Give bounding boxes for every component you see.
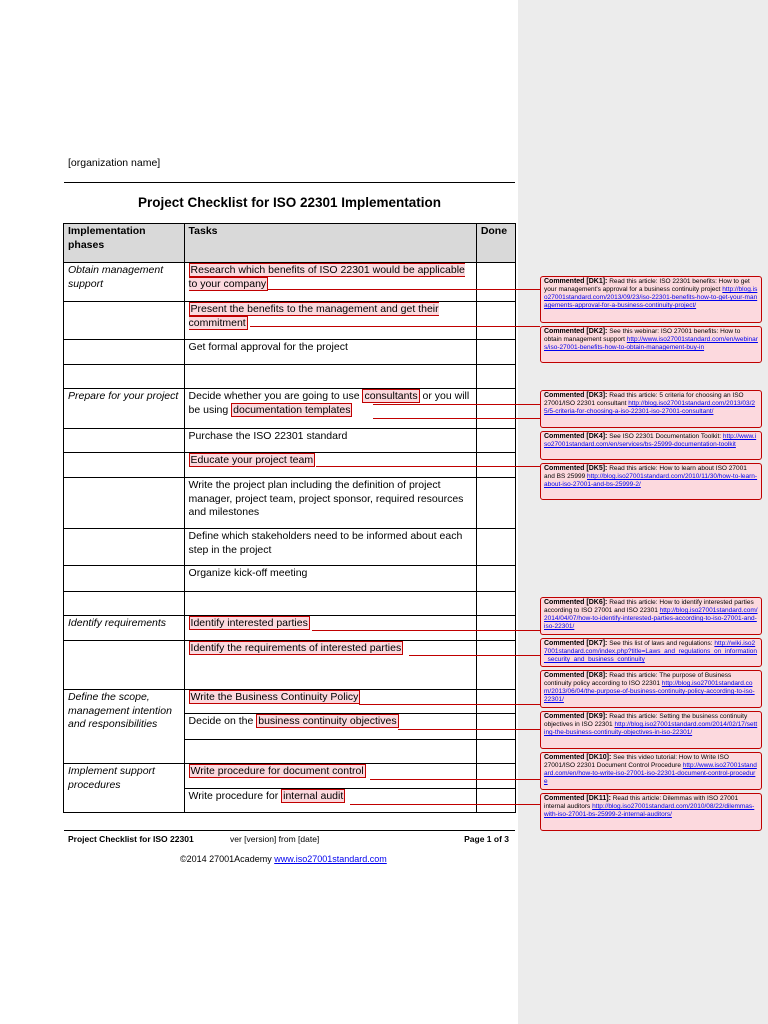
table-row bbox=[64, 592, 516, 616]
task-cell bbox=[184, 641, 476, 690]
phase-cell bbox=[64, 529, 185, 566]
header-phases: Implementation phases bbox=[64, 224, 185, 263]
done-cell[interactable] bbox=[476, 641, 515, 690]
comment-dk10[interactable]: Commented [DK10]: See this video tutorial: How to Write ISO 27001/ISO 22301 Document Control Procedure http://www.iso27001standard.com/en/how-to-write-iso-27001-iso-22301-document-control-procedure bbox=[540, 752, 762, 790]
done-cell[interactable] bbox=[476, 365, 515, 389]
comment-dk6[interactable]: Commented [DK6]: Read this article: How to identify interested parties according to ISO 27001 and ISO 22301 http://blog.iso27001standard.com/2014/04/07/how-to-identify-interested-parties-according-to-iso-27001-and-iso-22301/ bbox=[540, 597, 762, 635]
phase-cell bbox=[64, 340, 185, 365]
comment-link[interactable]: http://blog.iso27001standard.com/2014/04/07/how-to-identify-interested-parties-according-to-iso-27001-and-iso-22301/ bbox=[544, 607, 758, 630]
footer-version: ver [version] from [date] bbox=[230, 834, 320, 844]
comment-highlight[interactable]: Present the benefits to the management and get their commitment bbox=[188, 303, 439, 329]
comment-connector bbox=[359, 704, 540, 705]
comment-connector bbox=[398, 729, 540, 730]
done-cell[interactable] bbox=[476, 478, 515, 529]
comment-link[interactable]: http://blog.iso27001standard.com/2013/09/23/iso-22301-benefits-how-to-get-your-managements-approval-for-a-business-continuity-project/ bbox=[544, 286, 758, 309]
table-row bbox=[64, 389, 516, 429]
comment-highlight[interactable]: business continuity objectives bbox=[258, 715, 397, 727]
comment-dk7[interactable]: Commented [DK7]: See this list of laws and regulations: http://wiki.iso27001standard.com/index.php?title=Laws_and_regulations_on_information_security_and_business_continuity bbox=[540, 638, 762, 667]
phase-cell bbox=[64, 429, 185, 453]
comment-highlight[interactable]: Write the Business Continuity Policy bbox=[190, 691, 359, 703]
comment-highlight[interactable]: Educate your project team bbox=[190, 454, 314, 466]
table-row bbox=[64, 340, 516, 365]
done-cell[interactable] bbox=[476, 263, 515, 302]
comment-connector bbox=[350, 804, 540, 805]
comment-connector bbox=[312, 630, 540, 631]
table-row bbox=[64, 566, 516, 592]
comment-dk2[interactable]: Commented [DK2]: See this webinar: ISO 27001 benefits: How to obtain management support http://www.iso27001standard.com/en/webinars/iso-27001-benefits-how-to-obtain-management-buy-in bbox=[540, 326, 762, 363]
table-row bbox=[64, 690, 516, 714]
comment-connector bbox=[373, 418, 540, 419]
task-cell bbox=[184, 263, 476, 302]
comment-highlight[interactable]: internal audit bbox=[283, 790, 344, 802]
phase-cell bbox=[64, 478, 185, 529]
comment-link[interactable]: http://blog.iso27001standard.com/2013/03/25/5-criteria-for-choosing-a-iso-22301-iso-27001-consultant/ bbox=[544, 400, 756, 415]
copyright-line: ©2014 27001Academy www.iso27001standard.com bbox=[180, 854, 387, 864]
task-cell bbox=[184, 764, 476, 789]
comment-link[interactable]: http://wiki.iso27001standard.com/index.php?title=Laws_and_regulations_on_information_security_and_business_continuity bbox=[544, 640, 758, 663]
comment-dk1[interactable]: Commented [DK1]: Read this article: ISO 22301 benefits: How to get your management's approval for a business continuity project http://blog.iso27001standard.com/2013/09/23/iso-22301-benefits-how-to-get-your-managements-approval-for-a-business-continuity-project/ bbox=[540, 276, 762, 323]
task-cell: Organize kick-off meeting bbox=[184, 566, 476, 592]
comment-link[interactable]: http://blog.iso27001standard.com/2010/08/22/dilemmas-with-iso-27001-bs-25999-2-internal-auditors/ bbox=[544, 803, 755, 818]
done-cell[interactable] bbox=[476, 764, 515, 789]
done-cell[interactable] bbox=[476, 789, 515, 813]
done-cell[interactable] bbox=[476, 529, 515, 566]
checklist-table bbox=[63, 223, 516, 813]
table-row bbox=[64, 616, 516, 641]
phase-cell bbox=[64, 365, 185, 389]
header-done: Done bbox=[476, 224, 515, 263]
task-cell bbox=[184, 453, 476, 478]
task-cell bbox=[184, 302, 476, 340]
task-cell: Decide whether you are going to use consultants or you will be using documentation templates bbox=[184, 389, 476, 429]
page-title: Project Checklist for ISO 22301 Implementation bbox=[137, 195, 442, 210]
task-cell bbox=[184, 616, 476, 641]
done-cell[interactable] bbox=[476, 616, 515, 641]
comment-highlight[interactable]: Identify interested parties bbox=[190, 617, 308, 629]
comment-dk8[interactable]: Commented [DK8]: Read this article: The purpose of Business continuity policy according to ISO 22301 http://blog.iso27001standard.com/2013/06/04/the-purpose-of-business-continuity-policy-according-to-iso-22301/ bbox=[540, 670, 762, 708]
phase-cell: Prepare for your project bbox=[64, 389, 185, 429]
task-cell: Write procedure for internal audit bbox=[184, 789, 476, 813]
table-row bbox=[64, 453, 516, 478]
comment-link[interactable]: http://blog.iso27001standard.com/2013/06/04/the-purpose-of-business-continuity-policy-according-to-iso-22301/ bbox=[544, 680, 755, 703]
done-cell[interactable] bbox=[476, 302, 515, 340]
done-cell[interactable] bbox=[476, 389, 515, 429]
comment-link[interactable]: http://www.iso27001standard.com/en/services/bs-25999-documentation-toolkit bbox=[544, 433, 757, 448]
comment-connector bbox=[268, 289, 540, 290]
table-row bbox=[64, 478, 516, 529]
phase-cell bbox=[64, 566, 185, 592]
task-cell bbox=[184, 365, 476, 389]
phase-cell: Implement support procedures bbox=[64, 764, 185, 813]
task-cell bbox=[184, 740, 476, 764]
comment-highlight[interactable]: Identify the requirements of interested parties bbox=[190, 642, 402, 654]
header-tasks: Tasks bbox=[184, 224, 476, 263]
comment-highlight[interactable]: consultants bbox=[364, 390, 418, 402]
table-header-row bbox=[64, 224, 516, 263]
comment-dk5[interactable]: Commented [DK5]: Read this article: How to learn about ISO 27001 and BS 25999 http://blog.iso27001standard.com/2010/11/30/how-to-learn-about-iso-27001-and-bs-25999-2/ bbox=[540, 463, 762, 500]
done-cell[interactable] bbox=[476, 592, 515, 616]
footer-doc-title: Project Checklist for ISO 22301 bbox=[68, 834, 194, 844]
comment-dk4[interactable]: Commented [DK4]: See ISO 22301 Documentation Toolkit: http://www.iso27001standard.com/en/services/bs-25999-documentation-toolkit bbox=[540, 431, 762, 460]
task-cell: Purchase the ISO 22301 standard bbox=[184, 429, 476, 453]
comment-dk3[interactable]: Commented [DK3]: Read this article: 5 criteria for choosing an ISO 27001/ISO 22301 consultant http://blog.iso27001standard.com/2013/03/25/5-criteria-for-choosing-a-iso-22301-iso-27001-consultant/ bbox=[540, 390, 762, 428]
done-cell[interactable] bbox=[476, 714, 515, 740]
task-cell: Write the project plan including the definition of project manager, project team, project sponsor, required resources and milestones bbox=[184, 478, 476, 529]
table-row bbox=[64, 429, 516, 453]
phase-cell bbox=[64, 641, 185, 690]
table-row bbox=[64, 263, 516, 302]
task-cell bbox=[184, 592, 476, 616]
table-row bbox=[64, 641, 516, 690]
table-row bbox=[64, 529, 516, 566]
phase-cell bbox=[64, 592, 185, 616]
phase-cell: Define the scope, management intention and responsibilities bbox=[64, 690, 185, 764]
table-row bbox=[64, 302, 516, 340]
comment-connector bbox=[250, 326, 540, 327]
page-footer bbox=[64, 830, 515, 844]
table-row bbox=[64, 365, 516, 389]
organization-name: [organization name] bbox=[68, 157, 161, 169]
comment-connector bbox=[316, 466, 540, 467]
footer-page-number: Page 1 of 3 bbox=[464, 834, 509, 844]
table-row bbox=[64, 764, 516, 789]
phase-cell: Obtain management support bbox=[64, 263, 185, 302]
comment-link[interactable]: http://www.iso27001standard.com/en/webinars/iso-27001-benefits-how-to-obtain-management-buy-in bbox=[544, 336, 758, 351]
comment-connector bbox=[373, 404, 540, 405]
comment-highlight[interactable]: documentation templates bbox=[233, 403, 351, 416]
done-cell[interactable] bbox=[476, 740, 515, 764]
phase-cell: Identify requirements bbox=[64, 616, 185, 641]
task-cell: Define which stakeholders need to be informed about each step in the project bbox=[184, 529, 476, 566]
comment-connector bbox=[409, 655, 540, 656]
task-cell bbox=[184, 690, 476, 714]
phase-cell bbox=[64, 453, 185, 478]
done-cell[interactable] bbox=[476, 690, 515, 714]
comment-highlight[interactable]: Research which benefits of ISO 22301 would be applicable to your company bbox=[188, 264, 465, 290]
header-divider bbox=[64, 182, 515, 183]
comment-highlight[interactable]: Write procedure for document control bbox=[190, 765, 364, 777]
done-cell[interactable] bbox=[476, 429, 515, 453]
website-link[interactable]: www.iso27001standard.com bbox=[274, 854, 387, 864]
done-cell[interactable] bbox=[476, 566, 515, 592]
comments-pane bbox=[518, 0, 768, 1024]
task-cell: Decide on the business continuity objectives bbox=[184, 714, 476, 740]
task-cell: Get formal approval for the project bbox=[184, 340, 476, 365]
comment-link[interactable]: http://blog.iso27001standard.com/2014/02/17/setting-the-business-continuity-objectives-in-iso-22301/ bbox=[544, 721, 758, 736]
phase-cell bbox=[64, 302, 185, 340]
comment-dk11[interactable]: Commented [DK11]: Read this article: Dilemmas with ISO 27001 internal auditors http://blog.iso27001standard.com/2010/08/22/dilemmas-with-iso-27001-bs-25999-2-internal-auditors/ bbox=[540, 793, 762, 831]
comment-link[interactable]: http://www.iso27001standard.com/en/how-to-write-iso-27001-iso-22301-document-control-procedure bbox=[544, 762, 757, 785]
comment-dk9[interactable]: Commented [DK9]: Read this article: Setting the business continuity objectives in ISO 22301 http://blog.iso27001standard.com/2014/02/17/setting-the-business-continuity-objectives-in-iso-22301/ bbox=[540, 711, 762, 749]
done-cell[interactable] bbox=[476, 453, 515, 478]
comment-connector bbox=[370, 779, 540, 780]
done-cell[interactable] bbox=[476, 340, 515, 365]
comment-link[interactable]: http://blog.iso27001standard.com/2010/11/30/how-to-learn-about-iso-27001-and-bs-25999-2/ bbox=[544, 473, 758, 488]
